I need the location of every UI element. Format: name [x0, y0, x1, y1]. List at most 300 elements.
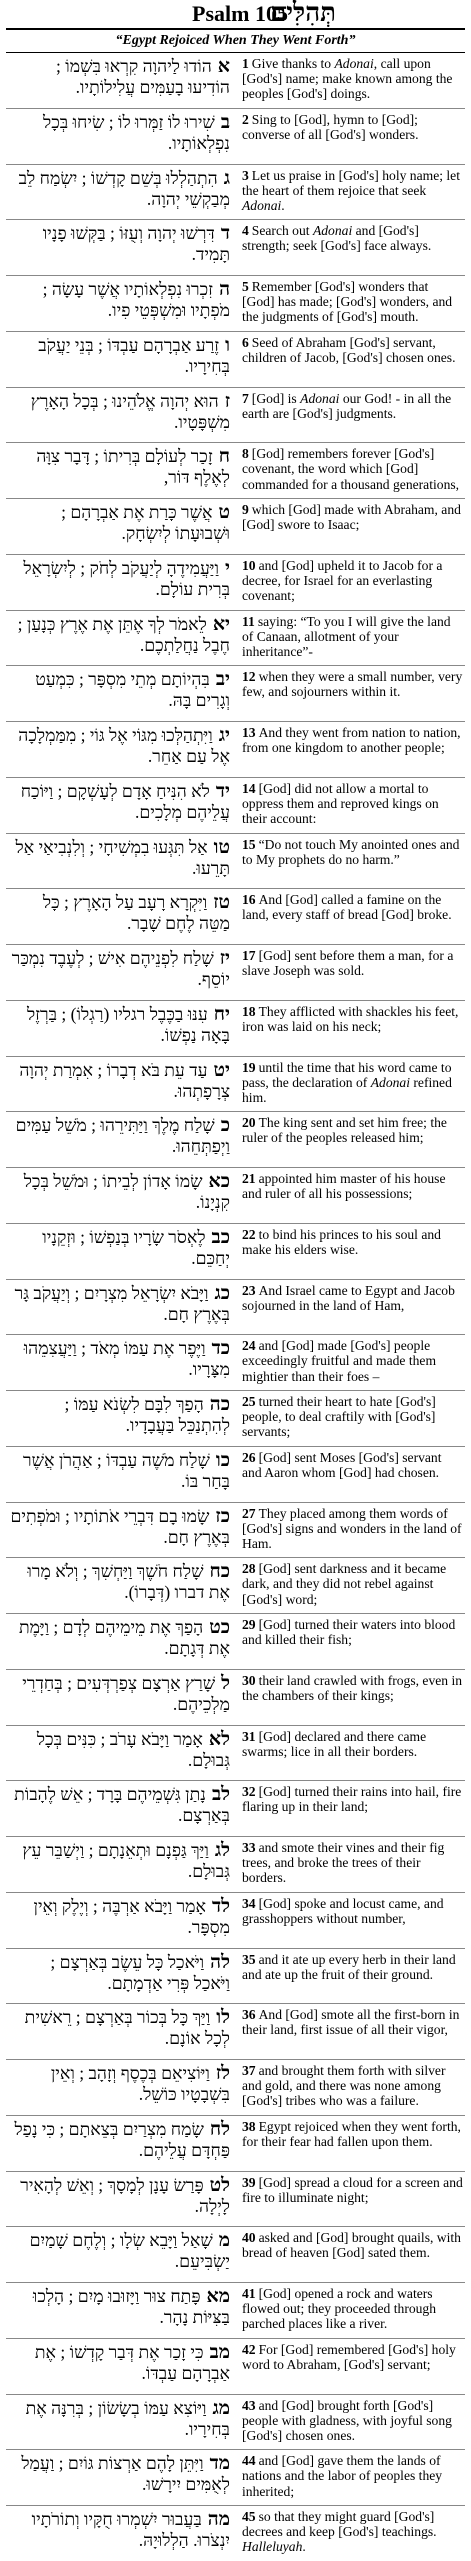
- verse-number: 18: [242, 1003, 256, 1019]
- verse-text-hebrew: שָׁאַל וַיָּבֵא שְׂלָו ; וְלֶחֶם שָׁמַיִם יַשְׂבִּיעֵם.: [29, 2230, 230, 2272]
- verse-english: [234, 2227, 465, 2282]
- verse-number: 40: [242, 2230, 256, 2246]
- verse-number: 8: [242, 446, 249, 462]
- verse-english: [234, 778, 465, 833]
- verse-english: [234, 1335, 465, 1390]
- verse-number: 26: [242, 1449, 256, 1465]
- verse-number-hebrew: כ: [220, 1115, 230, 1137]
- verse-english: [234, 1280, 465, 1335]
- verse-english: [234, 499, 465, 554]
- verse-text-english: And [God] called a famine on the land, every staff of bread [God] broke.: [242, 892, 452, 923]
- verse-row: [6, 1781, 465, 1837]
- verse-text-english: turned their heart to hate [God's] people, to deal craftily with [God's] servants;: [242, 1394, 436, 1440]
- verse-row: [6, 1168, 465, 1224]
- verse-number-hebrew: לה: [210, 1951, 230, 1973]
- verse-number: 9: [242, 502, 249, 517]
- verse-english: [234, 1949, 465, 2004]
- verse-number: 4: [242, 223, 249, 239]
- verse-english: [234, 1391, 465, 1446]
- verse-text-hebrew: שָׁלַח חֹשֶׁךְ וַיַּחְשִׁךְ ; וְלֹא מָרוּ אֶת דברו (דְּבָרוֹ).: [27, 1561, 230, 1603]
- verse-number-hebrew: יא: [212, 613, 230, 635]
- verse-row: [6, 2506, 465, 2561]
- verse-hebrew: [6, 1503, 234, 1558]
- verse-number: 42: [242, 2341, 256, 2357]
- verse-text-hebrew: הוֹדוּ לַיהוָה קִרְאוּ בִּשְׁמוֹ ; הוֹדִיעוּ בָעַמִּים עֲלִילוֹתָיו.: [55, 56, 230, 97]
- verse-number-hebrew: כד: [211, 1338, 230, 1360]
- verse-number: 16: [242, 892, 256, 908]
- verse-number: 24: [242, 1338, 256, 1354]
- verse-number: 45: [242, 2509, 256, 2524]
- verse-number-hebrew: מ: [218, 2230, 230, 2252]
- verse-text-hebrew: לֵאמֹר לְךָ אֶתֵּן אֶת אֶרֶץ כְּנָעַן ; חֶבֶל נַחֲלַתְכֶם.: [17, 613, 230, 655]
- verse-number: 15: [242, 836, 256, 852]
- verse-text-english: The king sent and set him free; the ruler of the peoples released him;: [242, 1115, 447, 1146]
- verse-number: 11: [242, 613, 255, 629]
- verse-row: [6, 53, 465, 109]
- verse-number: 34: [242, 1895, 256, 1911]
- verse-hebrew: [6, 2172, 234, 2227]
- verse-hebrew: [6, 722, 234, 777]
- verse-english: [234, 1224, 465, 1279]
- verse-text-hebrew: וַיֶּפֶר אֶת עַמּוֹ מְאֹד ; וַיַּעֲצִמֵהוּ מִצָּרָיו.: [23, 1338, 230, 1380]
- verse-text-english: and [God] upheld it to Jacob for a decree, for Israel for an everlasting covenant;: [242, 557, 443, 604]
- verse-english: [234, 889, 465, 944]
- verse-hebrew: [6, 1614, 234, 1669]
- verse-text-hebrew: וַיּוֹצִא עַמּוֹ בְשָׂשׂוֹן ; בְּרִנָּה אֶת בְּחִירָיו.: [25, 2397, 230, 2439]
- verse-hebrew: [6, 276, 234, 331]
- verse-hebrew: [6, 1893, 234, 1948]
- verse-text-hebrew: שָׂמוֹ אָדוֹן לְבֵיתוֹ ; וּמֹשֵׁל בְּכָל קִנְיָנוֹ.: [23, 1171, 230, 1212]
- verse-hebrew: [6, 889, 234, 944]
- verse-number-hebrew: לז: [215, 2063, 230, 2084]
- verse-row: [6, 1001, 465, 1057]
- verse-number-hebrew: לט: [209, 2174, 230, 2196]
- verse-text-hebrew: וַיִּקְרָא רָעָב עַל הָאָרֶץ ; כָּל מַטֵּה לֶחֶם שָׁבָר.: [42, 892, 230, 934]
- verse-row: [6, 443, 465, 499]
- verse-english: [234, 1893, 465, 1948]
- verse-english: [234, 1057, 465, 1112]
- verse-text-english: Let us praise in [God's] holy name; let the heart of them rejoice that seek Adonai.: [242, 167, 460, 213]
- verse-row: [6, 834, 465, 890]
- verse-number: 29: [242, 1617, 256, 1632]
- verse-number-hebrew: יט: [213, 1059, 230, 1081]
- verse-text-hebrew: עַד עֵת בֹּא דְבָרוֹ ; אִמְרַת יְהוָה צְרָפָתְהוּ.: [19, 1059, 230, 1101]
- verse-number: 30: [242, 1672, 256, 1688]
- verse-text-hebrew: וַיַּךְ כָּל בְּכוֹר בְּאַרְצָם ; רֵאשִׁית לְכָל אוֹנָם.: [24, 2007, 230, 2049]
- verse-text-hebrew: פָּרַשׂ עָנָן לְמָסָךְ ; וְאֵשׁ לְהָאִיר לָיְלָה.: [20, 2174, 230, 2216]
- verse-number-hebrew: ל: [221, 1672, 230, 1694]
- verse-number: 35: [242, 1951, 256, 1967]
- verse-number-hebrew: מג: [212, 2397, 230, 2419]
- verse-text-hebrew: זָכַר לְעוֹלָם בְּרִיתוֹ ; דָּבָר צִוָּה לְאֶלֶף דּוֹר,: [36, 446, 230, 488]
- verse-text-english: [God] remembers forever [God's] covenant, the word which [God] commanded for a thousand generations,: [242, 446, 460, 492]
- verse-text-english: And Israel came to Egypt and Jacob sojourned in the land of Ham,: [242, 1282, 455, 1313]
- verse-english: [234, 53, 465, 108]
- verse-text-english: They placed among them words of [God's] signs and wonders in the land of Ham.: [242, 1505, 462, 1551]
- verse-number: 17: [242, 948, 256, 963]
- verse-row: [6, 555, 465, 611]
- verse-english: [234, 1781, 465, 1836]
- verse-text-hebrew: הָפַךְ לִבָּם לִשְׂנֹא עַמּוֹ ; לְהִתְנַכֵּל בַּעֲבָדָיו.: [64, 1394, 230, 1435]
- verse-number-hebrew: ג: [223, 167, 230, 189]
- verse-hebrew: [6, 1112, 234, 1167]
- verse-english: [234, 220, 465, 275]
- verse-text-english: [God] sent before them a man, for a slave Joseph was sold.: [242, 948, 454, 979]
- verse-english: [234, 1614, 465, 1669]
- verse-text-hebrew: פָּתַח צוּר וַיָּזוּבוּ מָיִם ; הָלְכוּ בַּצִּיּוֹת נָהָר.: [32, 2286, 230, 2327]
- verse-text-english: For [God] remembered [God's] holy word to Abraham, [God's] servant;: [242, 2341, 456, 2372]
- verse-number-hebrew: ה: [219, 279, 230, 300]
- verse-hebrew: [6, 53, 234, 108]
- verse-row: [6, 2004, 465, 2060]
- verse-english: [234, 666, 465, 721]
- verse-row: [6, 165, 465, 221]
- verse-hebrew: [6, 332, 234, 387]
- verse-english: [234, 2506, 465, 2561]
- verse-text-english: [God] spread a cloud for a screen and fire to illuminate night;: [242, 2174, 463, 2205]
- verse-english: [234, 1558, 465, 1613]
- verse-text-english: and brought them forth with silver and gold, and there was none among [God's] tribes who was a failure.: [242, 2063, 446, 2109]
- verse-hebrew: [6, 1224, 234, 1279]
- verse-row: [6, 1503, 465, 1559]
- verse-english: [234, 443, 465, 498]
- verse-text-hebrew: אַל תִּגְּעוּ בִמְשִׁיחָי ; וְלִנְבִיאַי אַל תָּרֵעוּ.: [15, 836, 230, 878]
- verse-text-english: And they went from nation to nation, from one kingdom to another people;: [242, 725, 461, 756]
- verse-number-hebrew: מה: [207, 2509, 230, 2530]
- verse-hebrew: [6, 2395, 234, 2450]
- verse-number-hebrew: יד: [215, 780, 230, 802]
- verse-english: [234, 2395, 465, 2450]
- verse-text-english: to bind his princes to his soul and make his elders wise.: [242, 1226, 441, 1257]
- verse-hebrew: [6, 165, 234, 220]
- verse-text-hebrew: אָמַר וַיָּבֹא אַרְבֶּה ; וְיֶלֶק וְאֵין מִסְפָּר.: [33, 1895, 230, 1937]
- verse-text-hebrew: שָׂמוּ בָם דִּבְרֵי אֹתוֹתָיו ; וּמֹפְתִים בְּאֶרֶץ חָם.: [10, 1505, 230, 1547]
- verse-number-hebrew: כט: [209, 1617, 230, 1638]
- verse-text-hebrew: הָפַךְ אֶת מֵימֵיהֶם לְדָם ; וַיָּמֶת אֶת דְּגָתָם.: [18, 1617, 230, 1658]
- verse-number-hebrew: ז: [224, 390, 230, 412]
- verse-number-hebrew: לו: [216, 2007, 230, 2029]
- verse-number-hebrew: ב: [220, 111, 230, 133]
- verse-text-hebrew: וַיַּעֲמִידֶהָ לְיַעֲקֹב לְחֹק ; לְיִשְׂרָאֵל בְּרִית עוֹלָם.: [23, 557, 230, 599]
- verse-row: [6, 1112, 465, 1168]
- verse-number: 31: [242, 1728, 256, 1744]
- verse-english: [234, 555, 465, 610]
- verse-number-hebrew: כב: [211, 1226, 230, 1248]
- verse-text-hebrew: וַיּוֹצִיאֵם בְּכֶסֶף וְזָהָב ; וְאֵין בִּשְׁבָטָיו כּוֹשֵׁל.: [50, 2063, 230, 2104]
- verse-hebrew: [6, 1168, 234, 1223]
- verse-text-hebrew: וַיֹּאכַל כָּל עֵשֶׂב בְּאַרְצָם ; וַיֹּאכַל פְּרִי אַדְמָתָם.: [50, 1951, 230, 1993]
- verse-number-hebrew: ד: [220, 223, 230, 245]
- verse-row: [6, 2339, 465, 2395]
- verse-text-hebrew: וַיִּתְהַלְּכוּ מִגּוֹי אֶל גּוֹי ; מִמַּמְלָכָה אֶל עַם אַחֵר.: [18, 725, 230, 766]
- verse-text-hebrew: אָמַר וַיָּבֹא עָרֹב ; כִּנִּים בְּכָל גְּבוּלָם.: [36, 1728, 230, 1770]
- page-title: Psalm 105: [192, 1, 288, 26]
- verse-english: [234, 1503, 465, 1558]
- verse-english: [234, 1670, 465, 1725]
- verse-number-hebrew: מב: [209, 2341, 230, 2363]
- verse-hebrew: [6, 2004, 234, 2059]
- verse-hebrew: [6, 666, 234, 721]
- verse-english: [234, 2004, 465, 2059]
- verse-number: 39: [242, 2174, 256, 2190]
- verse-hebrew: [6, 2283, 234, 2338]
- verse-text-english: Remember [God's] wonders that [God] has made; [God's] wonders, and the judgments of [God's] mouth.: [242, 279, 453, 325]
- verse-row: [6, 1726, 465, 1782]
- verse-number-hebrew: ו: [225, 334, 230, 356]
- verse-text-hebrew: הוּא יְהוָה אֱלֹהֵינוּ ; בְּכָל הָאָרֶץ מִשְׁפָּטָיו.: [30, 390, 230, 432]
- verse-text-hebrew: שָׁלַח לִפְנֵיהֶם אִישׁ ; לְעֶבֶד נִמְכַּר יוֹסֵף.: [11, 948, 230, 989]
- verse-text-hebrew: שָׁרַץ אַרְצָם צְפַרְדְּעִים ; בְּחַדְרֵי מַלְכֵיהֶם.: [22, 1672, 230, 1714]
- verse-row: [6, 2060, 465, 2116]
- verse-hebrew: [6, 945, 234, 1000]
- verse-number: 25: [242, 1394, 256, 1409]
- verse-text-english: which [God] made with Abraham, and [God] swore to Isaac;: [242, 502, 461, 533]
- verse-row: [6, 332, 465, 388]
- verse-row: [6, 1057, 465, 1113]
- verse-english: [234, 2116, 465, 2171]
- verse-row: [6, 1224, 465, 1280]
- verse-text-english: Give thanks to Adonai, call upon [God's] name; make known among the peoples [God's] doings.: [242, 56, 453, 102]
- verse-text-hebrew: נָתַן גִּשְׁמֵיהֶם בָּרָד ; אֵשׁ לֶהָבוֹת בְּאַרְצָם.: [14, 1784, 230, 1826]
- verse-hebrew: [6, 1558, 234, 1613]
- verse-english: [234, 945, 465, 1000]
- verse-hebrew: [6, 555, 234, 610]
- verse-english: [234, 276, 465, 331]
- verse-row: [6, 1280, 465, 1336]
- verse-english: [234, 109, 465, 164]
- verse-row: [6, 220, 465, 276]
- verse-text-hebrew: וַיִּתֵּן לָהֶם אַרְצוֹת גּוֹיִם ; וַעֲמַל לְאֻמִּים יִירָשׁוּ.: [21, 2453, 230, 2495]
- verse-hebrew: [6, 2227, 234, 2282]
- verse-number-hebrew: כז: [215, 1505, 230, 1527]
- verse-hebrew: [6, 2339, 234, 2394]
- verse-hebrew: [6, 1781, 234, 1836]
- verse-number-hebrew: כג: [214, 1282, 230, 1304]
- verse-row: [6, 945, 465, 1001]
- verse-english: [234, 2172, 465, 2227]
- verse-text-english: appointed him master of his house and ruler of all his possessions;: [242, 1171, 446, 1202]
- verse-english: [234, 611, 465, 666]
- verse-text-english: [God] is Adonai our God! - in all the earth are [God's] judgments.: [242, 390, 452, 421]
- verse-row: [6, 1837, 465, 1893]
- verse-row: [6, 109, 465, 165]
- verse-row: [6, 276, 465, 332]
- verse-number-hebrew: יז: [219, 948, 230, 969]
- verse-text-english: asked and [God] brought quails, with bread of heaven [God] sated them.: [242, 2230, 461, 2261]
- verse-row: [6, 1893, 465, 1949]
- verse-text-hebrew: וַיָּבֹא יִשְׂרָאֵל מִצְרָיִם ; וְיַעֲקֹב גָּר בְּאֶרֶץ חָם.: [14, 1282, 230, 1324]
- verse-english: [234, 388, 465, 443]
- verse-number-hebrew: לב: [211, 1784, 230, 1806]
- verse-number-hebrew: מא: [206, 2286, 230, 2307]
- verse-text-hebrew: אֲשֶׁר כָּרַת אֶת אַבְרָהָם ; וּשְׁבוּעָתוֹ לְיִשְׂחָק.: [61, 502, 230, 543]
- verse-text-english: Search out Adonai and [God's] strength; seek [God's] face always.: [242, 223, 432, 254]
- verse-number: 28: [242, 1561, 256, 1577]
- verse-number: 3: [242, 167, 249, 183]
- verse-hebrew: [6, 1670, 234, 1725]
- verse-row: [6, 2283, 465, 2339]
- verse-text-english: [God] opened a rock and waters flowed out; they proceeded through parched places like a river.: [242, 2286, 437, 2332]
- verse-number-hebrew: א: [217, 56, 230, 77]
- verse-number: 14: [242, 780, 256, 796]
- verse-number-hebrew: לד: [211, 1895, 230, 1917]
- verse-text-hebrew: זֶרַע אַבְרָהָם עַבְדּוֹ ; בְּנֵי יַעֲקֹב בְּחִירָיו.: [38, 334, 230, 376]
- verse-row: [6, 2395, 465, 2451]
- verse-hebrew: [6, 1837, 234, 1892]
- verse-number: 20: [242, 1115, 256, 1131]
- verse-text-english: [God] did not allow a mortal to oppress them and reproved kings on their account:: [242, 780, 439, 827]
- verse-text-english: and smote their vines and their fig trees, and broke the trees of their borders.: [242, 1840, 445, 1886]
- verse-text-hebrew: שָׁלַח מֶלֶךְ וַיַּתִּירֵהוּ ; מֹשֵׁל עַמִּים וַיְפַתְּחֵהוּ.: [15, 1115, 230, 1157]
- verse-number: 5: [242, 279, 249, 294]
- verse-text-hebrew: לֹא הִנִּיחַ אָדָם לְעָשְׁקָם ; וַיּוֹכַח עֲלֵיהֶם מְלָכִים.: [20, 780, 230, 822]
- verse-hebrew: [6, 1726, 234, 1781]
- verse-row: [6, 778, 465, 834]
- verse-hebrew: [6, 1057, 234, 1112]
- verse-text-hebrew: כִּי זָכַר אֶת דְּבַר קָדְשׁוֹ ; אֶת אַבְרָהָם עַבְדּוֹ.: [34, 2341, 230, 2383]
- verse-text-english: [God] spoke and locust came, and grasshoppers without number,: [242, 1895, 444, 1926]
- verse-text-english: so that they might guard [God's] decrees and keep [God's] teachings. Halleluyah.: [242, 2509, 437, 2555]
- verse-number: 6: [242, 334, 249, 350]
- verse-row: [6, 388, 465, 444]
- verse-hebrew: [6, 1280, 234, 1335]
- verse-number-hebrew: טז: [213, 892, 230, 914]
- verse-text-english: their land crawled with frogs, even in the chambers of their kings;: [242, 1672, 463, 1703]
- verse-row: [6, 499, 465, 555]
- verse-number-hebrew: מד: [209, 2453, 230, 2475]
- verse-number-hebrew: ט: [218, 502, 230, 523]
- verse-text-english: And [God] smote all the first-born in their land, first issue of all their vigor,: [242, 2007, 460, 2038]
- verse-text-hebrew: דִּרְשׁוּ יְהוָה וְעֻזּוֹ ; בַּקְּשׁוּ פָנָיו תָּמִיד.: [42, 223, 230, 265]
- verse-row: [6, 2450, 465, 2506]
- verse-english: [234, 165, 465, 220]
- verse-english: [234, 1168, 465, 1223]
- verse-text-english: [God] turned their rains into hail, fire flaring up in their land;: [242, 1784, 462, 1815]
- verse-row: [6, 1391, 465, 1447]
- verse-english: [234, 1726, 465, 1781]
- verse-row: [6, 2227, 465, 2283]
- verse-row: [6, 2116, 465, 2172]
- verse-english: [234, 2450, 465, 2505]
- verse-text-english: [God] sent Moses [God's] servant and Aaron whom [God] had chosen.: [242, 1449, 442, 1480]
- verse-row: [6, 722, 465, 778]
- verse-text-english: [God] sent darkness and it became dark, and they did not rebel against [God's] word;: [242, 1561, 447, 1607]
- verse-table: [6, 53, 465, 2561]
- verse-text-hebrew: שִׁירוּ לוֹ זַמְּרוּ לוֹ ; שִׂיחוּ בְּכָל נִפְלְאוֹתָיו.: [43, 111, 230, 153]
- verse-text-english: when they were a small number, very few, and sojourners within it.: [242, 669, 463, 700]
- verse-english: [234, 1001, 465, 1056]
- verse-number: 23: [242, 1282, 256, 1298]
- verse-hebrew: [6, 2450, 234, 2505]
- verse-number-hebrew: לא: [208, 1728, 230, 1750]
- verse-text-english: until the time that his word came to pass, the declaration of Adonai refined him.: [242, 1059, 452, 1105]
- verse-number: 36: [242, 2007, 256, 2023]
- verse-hebrew: [6, 220, 234, 275]
- verse-english: [234, 1837, 465, 1892]
- verse-hebrew: [6, 109, 234, 164]
- verse-english: [234, 2339, 465, 2394]
- verse-number: 21: [242, 1171, 256, 1186]
- verse-number-hebrew: לח: [209, 2118, 230, 2140]
- verse-number: 2: [242, 111, 249, 127]
- verse-hebrew: [6, 778, 234, 833]
- verse-number: 37: [242, 2063, 256, 2078]
- verse-number: 43: [242, 2397, 256, 2413]
- verse-text-english: “Do not touch My anointed ones and to My prophets do no harm.”: [242, 836, 460, 867]
- page-subtitle: “Egypt Rejoiced When They Went Forth”: [6, 30, 465, 53]
- verse-english: [234, 2283, 465, 2338]
- verse-hebrew: [6, 499, 234, 554]
- verse-text-english: and [God] made [God's] people exceedingly fruitful and made them mightier than their foes –: [242, 1338, 437, 1384]
- verse-text-english: Seed of Abraham [God's] servant, children of Jacob, [God's] chosen ones.: [242, 334, 456, 365]
- verse-number: 32: [242, 1784, 256, 1800]
- verse-number: 7: [242, 390, 249, 406]
- page-title-hebrew: תְּהִלִּים: [270, 0, 337, 27]
- verse-number: 33: [242, 1840, 256, 1855]
- verse-hebrew: [6, 2060, 234, 2115]
- verse-english: [234, 2060, 465, 2115]
- verse-text-hebrew: שָׂמַח מִצְרַיִם בְּצֵאתָם ; כִּי נָפַל פַּחְדָּם עֲלֵיהֶם.: [14, 2118, 230, 2160]
- verse-text-english: and [God] gave them the lands of nations and the labor of peoples they inherited;: [242, 2453, 443, 2499]
- verse-hebrew: [6, 2506, 234, 2561]
- page-header: [6, 0, 465, 30]
- verse-number-hebrew: יח: [213, 1003, 230, 1025]
- verse-english: [234, 1447, 465, 1502]
- verse-number-hebrew: כח: [209, 1561, 230, 1583]
- verse-number-hebrew: ח: [218, 446, 230, 468]
- verse-number: 41: [242, 2286, 256, 2301]
- verse-number-hebrew: י: [225, 557, 230, 579]
- verse-number-hebrew: כו: [215, 1449, 230, 1471]
- verse-hebrew: [6, 1949, 234, 2004]
- verse-number: 38: [242, 2118, 256, 2134]
- verse-number: 19: [242, 1059, 256, 1075]
- verse-text-hebrew: עִנּוּ בַכֶּבֶל רגליו (רַגְלוֹ) ; בַּרְזֶל בָּאָה נַפְשׁוֹ.: [26, 1003, 230, 1045]
- verse-hebrew: [6, 1335, 234, 1390]
- verse-hebrew: [6, 1391, 234, 1446]
- verse-row: [6, 889, 465, 945]
- verse-text-hebrew: לֶאְסֹר שָׂרָיו בְּנַפְשׁוֹ ; וּזְקֵנָיו יְחַכֵּם.: [42, 1226, 230, 1268]
- verse-hebrew: [6, 834, 234, 889]
- verse-text-english: saying: “To you I will give the land of Canaan, allotment of your inheritance”-: [242, 613, 451, 659]
- verse-number-hebrew: כא: [208, 1171, 230, 1192]
- verse-row: [6, 666, 465, 722]
- verse-number: 10: [242, 557, 256, 573]
- verse-english: [234, 332, 465, 387]
- verse-row: [6, 1447, 465, 1503]
- verse-number: 44: [242, 2453, 256, 2469]
- verse-number-hebrew: יג: [218, 725, 230, 746]
- verse-text-english: and it ate up every herb in their land and ate up the fruit of their ground.: [242, 1951, 456, 1982]
- verse-number: 12: [242, 669, 256, 685]
- verse-english: [234, 834, 465, 889]
- verse-english: [234, 1112, 465, 1167]
- verse-text-english: and [God] brought forth [God's] people with gladness, with joyful song [God's] chosen ones.: [242, 2397, 452, 2443]
- verse-number-hebrew: לג: [214, 1840, 230, 1861]
- verse-text-hebrew: בִּהְיוֹתָם מְתֵי מִסְפָּר ; כִּמְעַט וְגָרִים בָּהּ.: [35, 669, 230, 711]
- verse-text-english: Egypt rejoiced when they went forth, for their fear had fallen upon them.: [242, 2118, 461, 2149]
- verse-hebrew: [6, 2116, 234, 2171]
- verse-number: 1: [242, 56, 249, 71]
- verse-text-english: They afflicted with shackles his feet, iron was laid on his neck;: [242, 1003, 459, 1034]
- verse-text-hebrew: בַּעֲבוּר יִשְׁמְרוּ חֻקָּיו וְתוֹרֹתָיו יִנְצֹרוּ. הַלְלוּיָהּ.: [31, 2509, 230, 2550]
- verse-row: [6, 1335, 465, 1391]
- verse-text-hebrew: וַיַּךְ גַּפְנָם וּתְאֵנָתָם ; וַיְשַׁבֵּר עֵץ גְּבוּלָם.: [22, 1840, 230, 1881]
- verse-text-english: Sing to [God], hymn to [God]; converse of all [God's] wonders.: [242, 111, 419, 142]
- verse-hebrew: [6, 443, 234, 498]
- verse-row: [6, 1614, 465, 1670]
- verse-number: 22: [242, 1226, 256, 1242]
